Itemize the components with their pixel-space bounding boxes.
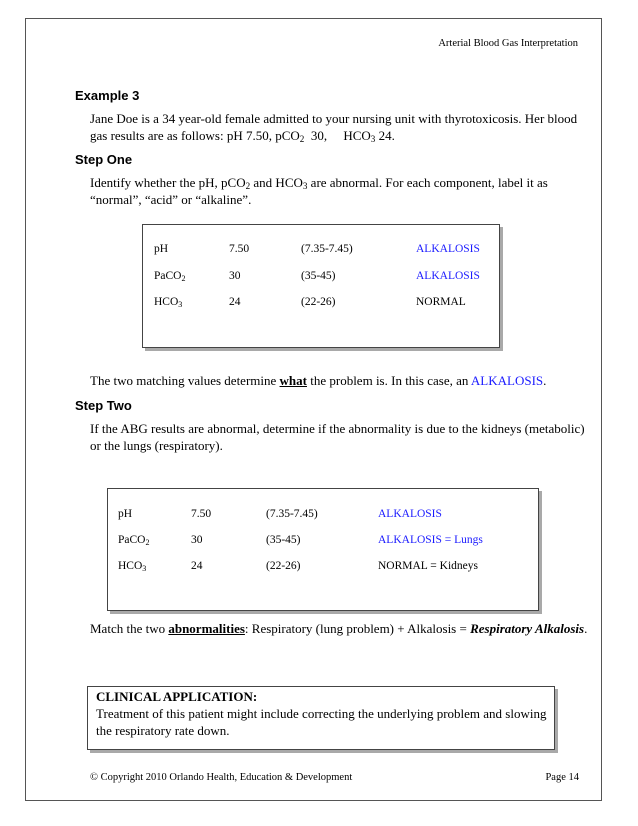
table-row-paco2-name: PaCO$_2$ (118, 534, 150, 547)
table-row-paco2-range: (35-45) (266, 534, 301, 546)
table-row-ph-value: 7.50 (229, 243, 250, 255)
table-row-ph-label: ALKALOSIS (416, 243, 480, 255)
step-two-table (107, 488, 539, 611)
table-row-paco2-range: (35-45) (301, 270, 336, 282)
running-header: Arterial Blood Gas Interpretation (438, 38, 578, 49)
table-row-paco2-label: ALKALOSIS (416, 270, 480, 282)
table-row-hco3-range: (22-26) (266, 560, 301, 572)
table-row-hco3-value: 24 (229, 296, 241, 308)
step-two-line-2: or the lungs (respiratory). (90, 438, 223, 453)
table-row-ph-range: (7.35-7.45) (301, 243, 353, 255)
clinical-application-box (87, 686, 555, 750)
footer-page-number: Page 14 (545, 772, 579, 783)
table-row-ph-value: 7.50 (191, 508, 212, 520)
table-row-ph-label: ALKALOSIS (378, 508, 442, 520)
footer-copyright: © Copyright 2010 Orlando Health, Education & Development (90, 772, 353, 783)
table-row-hco3-value: 24 (191, 560, 203, 572)
table-row-ph-range: (7.35-7.45) (266, 508, 318, 520)
table-row-paco2-value: 30 (191, 534, 203, 546)
table-row-ph-name: pH (118, 508, 133, 520)
step-one-heading: Step One (75, 152, 133, 167)
table-row-hco3-name: $HCO_3$ (118, 560, 147, 573)
step-two-heading: Step Two (75, 398, 132, 413)
clinical-application-line-2: the respiratory rate down. (96, 723, 230, 738)
table-row-paco2-value: 30 (229, 270, 241, 282)
step-two-match: Match the two abnormalities: Respiratory (lung problem) + Alkalosis = Respiratory Alkalosis. (90, 621, 588, 636)
step-one-line-2: “normal”, “acid” or “alkaline”. (90, 192, 252, 207)
table-row-paco2-name: PaCO$_2$ (154, 270, 186, 283)
table-row-hco3-label: NORMAL (416, 296, 466, 308)
table-row-hco3-name: $HCO_3$ (154, 296, 183, 309)
step-one-summary: The two matching values determine what the problem is. In this case, an ALKALOSIS. (90, 373, 547, 388)
table-row-hco3-label: NORMAL = Kidneys (378, 560, 478, 572)
example-line-1: Jane Doe is a 34 year-old female admitted to your nursing unit with thyrotoxicosis. Her blood (90, 111, 578, 126)
clinical-application-line-1: Treatment of this patient might include correcting the underlying problem and slowing (96, 706, 547, 721)
clinical-application-title: CLINICAL APPLICATION: (96, 689, 258, 704)
example-line-2: gas results are as follows: pH 7.50, pCO$_2$ 30, $HCO_3$ 24. (90, 128, 395, 144)
example-heading: Example 3 (75, 88, 140, 103)
table-row-ph-name: pH (154, 243, 169, 255)
step-two-line-1: If the ABG results are abnormal, determine if the abnormality is due to the kidneys (metabolic) (90, 421, 585, 436)
table-row-hco3-range: (22-26) (301, 296, 336, 308)
table-row-paco2-label: ALKALOSIS = Lungs (378, 534, 483, 546)
step-one-table (142, 224, 500, 348)
step-one-line-1: Identify whether the pH, pCO$_2$ and $HCO_3$ are abnormal. For each component, label it as (90, 175, 548, 191)
